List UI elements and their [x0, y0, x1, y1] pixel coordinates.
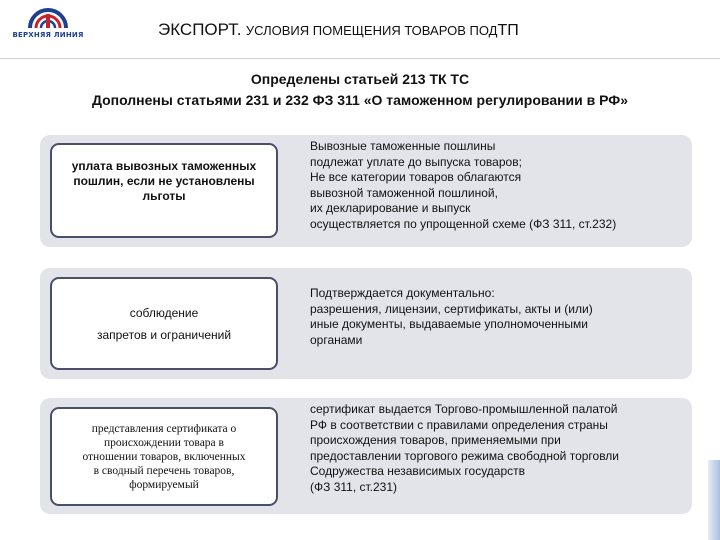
explanation-line: РФ в соответствии с правилами определения страны [310, 417, 608, 432]
explanation-line: вывозной таможенной пошлиной, [310, 185, 498, 200]
condition-box-prohibitions [50, 277, 278, 370]
condition-box-line: запретов и ограничений [96, 327, 232, 342]
explanation-line: иные документы, выдаваемые уполномоченными [310, 317, 589, 331]
condition-box-origin-certificate [50, 407, 278, 506]
slide-title [158, 20, 519, 40]
condition-box-line: уплата вывозных таможенных [71, 159, 257, 173]
condition-box-line: происхождении товара в [104, 436, 224, 449]
explanation-line: их декларирование и выпуск [310, 201, 471, 215]
explanation-line: разрешения, лицензии, сертификаты, акты и (или) [310, 301, 593, 316]
condition-box-line: представления сертификата о [91, 422, 237, 435]
explanation-line: осуществляется по упрощенной схеме (ФЗ 311, ст.232) [310, 216, 617, 231]
explanation-line: (ФЗ 311, ст.231) [310, 479, 398, 494]
company-logo [8, 4, 88, 44]
decorative-side-strip [708, 460, 720, 540]
explanation-line: предоставлении торгового режима свободной торговли [310, 448, 620, 463]
explanation-line: сертификат выдается Торгово-промышленной палатой [310, 402, 618, 416]
title-divider [0, 58, 720, 59]
condition-box-line: пошлин, если не установлены [73, 174, 255, 188]
condition-box-line: формируемый [129, 478, 199, 491]
condition-box-line: льготы [142, 189, 186, 203]
condition-box-line: соблюдение [129, 305, 199, 320]
explanation-line: Не все категории товаров облагаются [310, 170, 522, 184]
title-sub: УСЛОВИЯ ПОМЕЩЕНИЯ ТОВАРОВ ПОД [245, 23, 498, 38]
title-end: ТП [497, 22, 519, 39]
condition-box-export-duties [50, 143, 278, 238]
explanation-line: органами [310, 332, 363, 347]
subtitle-line-2: Дополнены статьями 231 и 232 ФЗ 311 «О таможенном регулировании в РФ» [91, 92, 629, 108]
explanation-line: подлежат уплате до выпуска товаров; [310, 154, 522, 169]
condition-box-line: отношении товаров, включенных [82, 450, 246, 463]
explanation-text-2 [310, 286, 593, 348]
explanation-line: Подтверждается документально: [310, 286, 495, 300]
explanation-text-1 [310, 139, 616, 232]
title-main: ЭКСПОРТ. [158, 20, 242, 39]
explanation-line: происхождения товаров, применяемыми при [310, 433, 561, 447]
explanation-line: Вывозные таможенные пошлины [310, 139, 496, 153]
explanation-line: Содружества независимых государств [310, 464, 526, 478]
logo-text: ВЕРХНЯЯ ЛИНИЯ [12, 31, 84, 39]
explanation-text-3 [310, 402, 619, 495]
subtitle-line-1: Определены статьей 213 ТК ТС [250, 71, 470, 87]
condition-box-line: в сводный перечень товаров, [93, 464, 235, 477]
